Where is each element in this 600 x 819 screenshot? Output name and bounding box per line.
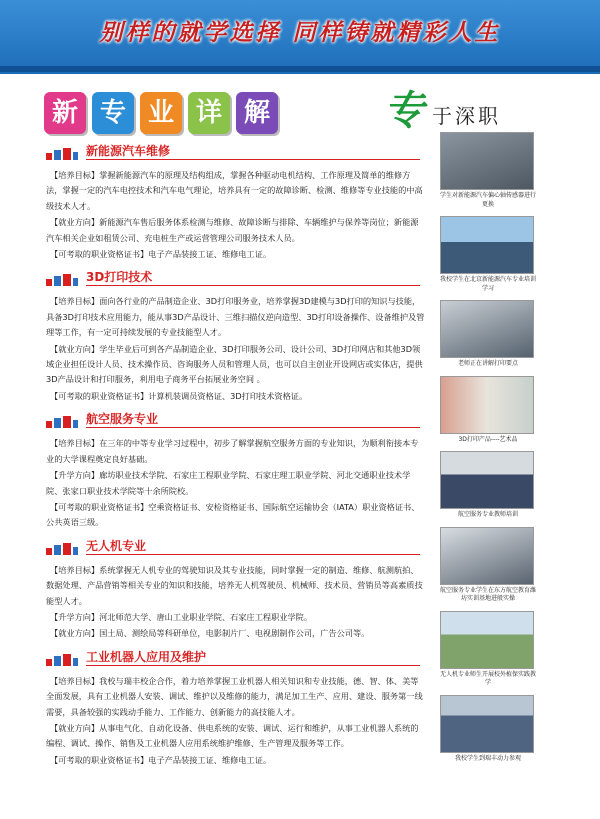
section-title: 工业机器人应用及维护 <box>86 649 207 664</box>
section-drone <box>46 537 426 642</box>
photo-3d-teacher <box>440 300 534 358</box>
section-bars-icon <box>46 543 78 555</box>
section-bars-icon <box>46 148 78 160</box>
photo-3d-artwork <box>440 376 534 434</box>
section-title: 航空服务专业 <box>86 412 159 427</box>
photo-caption: 我校学生到瑞丰动力参观 <box>454 754 521 762</box>
photo-caption: 学生对新能源汽车偏心轴传感器进行更换 <box>439 192 536 208</box>
section-paragraph: 【可考取的职业资格证书】计算机装调员资格证、3D打印技术资格证。 <box>50 390 308 401</box>
tile-char: 详 <box>188 92 230 134</box>
banner-stripe <box>0 66 600 72</box>
section-paragraph: 【培养目标】掌握新能源汽车的原理及结构组成，掌握各种驱动电机结构、工作原理及简单的维修方法，掌握一定的汽车电控技术和汽车电气理论，培养具有一定的故障诊断、检测、维修等专业技能的中高级技术人才。 <box>46 170 423 211</box>
section-paragraph: 【可考取的职业资格证书】电子产品装接工证、维修电工证。 <box>50 754 272 765</box>
section-header <box>46 142 426 162</box>
section-paragraph: 【培养目标】我校与瑞丰校企合作，着力培养掌握工业机器人相关知识和专业技能，德、智、体、美等全面发展，具有工业机器人安装、调试、维护以及维修的能力，满足加工生产、应用、建设、服务第一线需要，具备较强的实践动手能力、工作能力、创新能力的高技能人才。 <box>46 675 423 717</box>
section-divider <box>86 427 420 428</box>
photo-drone-practice <box>440 611 534 669</box>
section-bars-icon <box>46 654 78 666</box>
photo-caption: 航空服务专业教师培训 <box>457 511 518 518</box>
section-paragraph: 【可考取的职业资格证书】空乘资格证书、安检资格证书、国际航空运输协会（IATA）职业资格证书、公共英语三级。 <box>46 501 420 528</box>
photo-beijing-training <box>440 216 534 274</box>
photo-ruifeng-visit <box>440 695 534 753</box>
section-industrial-robot <box>46 648 426 768</box>
section-paragraph: 【就业方向】学生毕业后可到各产品制造企业、3D打印服务公司、设计公司、3D打印网店和其他3D领域企业担任设计人员、技术操作员、咨询服务人员和管理人员，也可以自主创业开设网店或实体店，提供3D产品设计和打印服务，利用电子商务平台拓展业务空间 。 <box>46 343 423 385</box>
section-paragraph: 【培养目标】面向各行业的产品制造企业、3D打印服务业，培养掌握3D建模与3D打印的知识与技能，具备3D打印技术应用能力，能从事3D产品设计、三维扫描仪逆向造型、3D打印设备操作、设备维护及管理等工作，有一定可持续发展的专业技能型人才。 <box>46 296 425 338</box>
section-header <box>46 648 426 668</box>
section-paragraph: 【就业方向】新能源汽车售后服务体系检测与维修、故障诊断与排除、车辆维护与保养等岗位；新能源汽车相关企业如租赁公司、充电桩生产或运营管理公司服务技术人员。 <box>46 217 419 243</box>
photo-aviation-practice <box>440 527 534 585</box>
section-title: 3D打印技术 <box>86 270 153 285</box>
section-divider <box>86 159 420 160</box>
majors-content <box>46 142 426 774</box>
photo-caption: 我校学生在北京新能源汽车专业培训学习 <box>439 276 536 292</box>
slogan-big-char: 专 <box>384 87 424 134</box>
photo-car-repair <box>440 132 534 190</box>
slogan-text: 于深职 <box>432 104 501 128</box>
photo-column <box>438 132 538 770</box>
section-divider <box>86 665 420 666</box>
tile-char: 专 <box>92 92 134 134</box>
section-bars-icon <box>46 274 78 286</box>
section-3d-printing <box>46 268 426 404</box>
section-header <box>46 268 426 288</box>
tile-char: 业 <box>140 92 182 134</box>
top-banner <box>0 0 600 74</box>
tile-char: 解 <box>236 92 278 134</box>
section-paragraph: 【就业方向】国土局、测绘局等科研单位，电影制片厂、电视剧制作公司，广告公司等。 <box>50 628 370 639</box>
section-paragraph: 【升学方向】河北师范大学、唐山工业职业学院、石家庄工程职业学院。 <box>50 611 313 622</box>
photo-caption: 无人机专业师生开展校外植保实践教学 <box>439 670 536 686</box>
section-title: 新能源汽车维修 <box>86 144 171 158</box>
photo-caption: 老师正在讲解打印要点 <box>457 360 518 367</box>
section-paragraph: 【培养目标】系统掌握无人机专业的驾驶知识及其专业技能，同时掌握一定的制造、维修、航测航拍、数据处理、产品营销等相关专业的知识和技能，培养无人机驾驶员、机械师、技术员、营销员等高素质技能型人才。 <box>46 564 423 606</box>
section-paragraph: 【升学方向】廊坊职业技术学院、石家庄工程职业学院、石家庄理工职业学院、河北交通职业技术学院、张家口职业技术学院等十余所院校。 <box>46 470 411 496</box>
section-divider <box>86 285 420 286</box>
section-header <box>46 410 426 430</box>
section-paragraph: 【培养目标】在三年的中等专业学习过程中，初步了解掌握航空服务方面的专业知识，为顺利衔接本专业的大学课程奠定良好基础。 <box>46 438 419 464</box>
photo-caption: 航空服务专业学生在东方航空教育潍坊实训基地进般实操 <box>439 586 536 602</box>
photo-aviation-training <box>440 451 534 509</box>
section-bars-icon <box>46 416 78 428</box>
photo-caption: 3D打印产品----艺术品 <box>458 435 518 443</box>
section-divider <box>86 554 420 555</box>
section-paragraph: 【就业方向】从事电气化、自动化设备、供电系统的安装、调试、运行和维护，从事工业机器人系统的编程、调试、操作、销售及工业机器人应用系统维护维修、生产管理及服务等工作。 <box>46 722 419 749</box>
section-aviation-service <box>46 410 426 530</box>
section-new-energy-car <box>46 142 426 262</box>
banner-title: 别样的就学选择 同样铸就精彩人生 <box>99 19 501 46</box>
section-title: 无人机专业 <box>86 538 147 553</box>
tile-char: 新 <box>44 92 86 134</box>
section-paragraph: 【可考取的职业资格证书】电子产品装接工证、维修电工证。 <box>50 249 272 260</box>
section-header <box>46 537 426 557</box>
